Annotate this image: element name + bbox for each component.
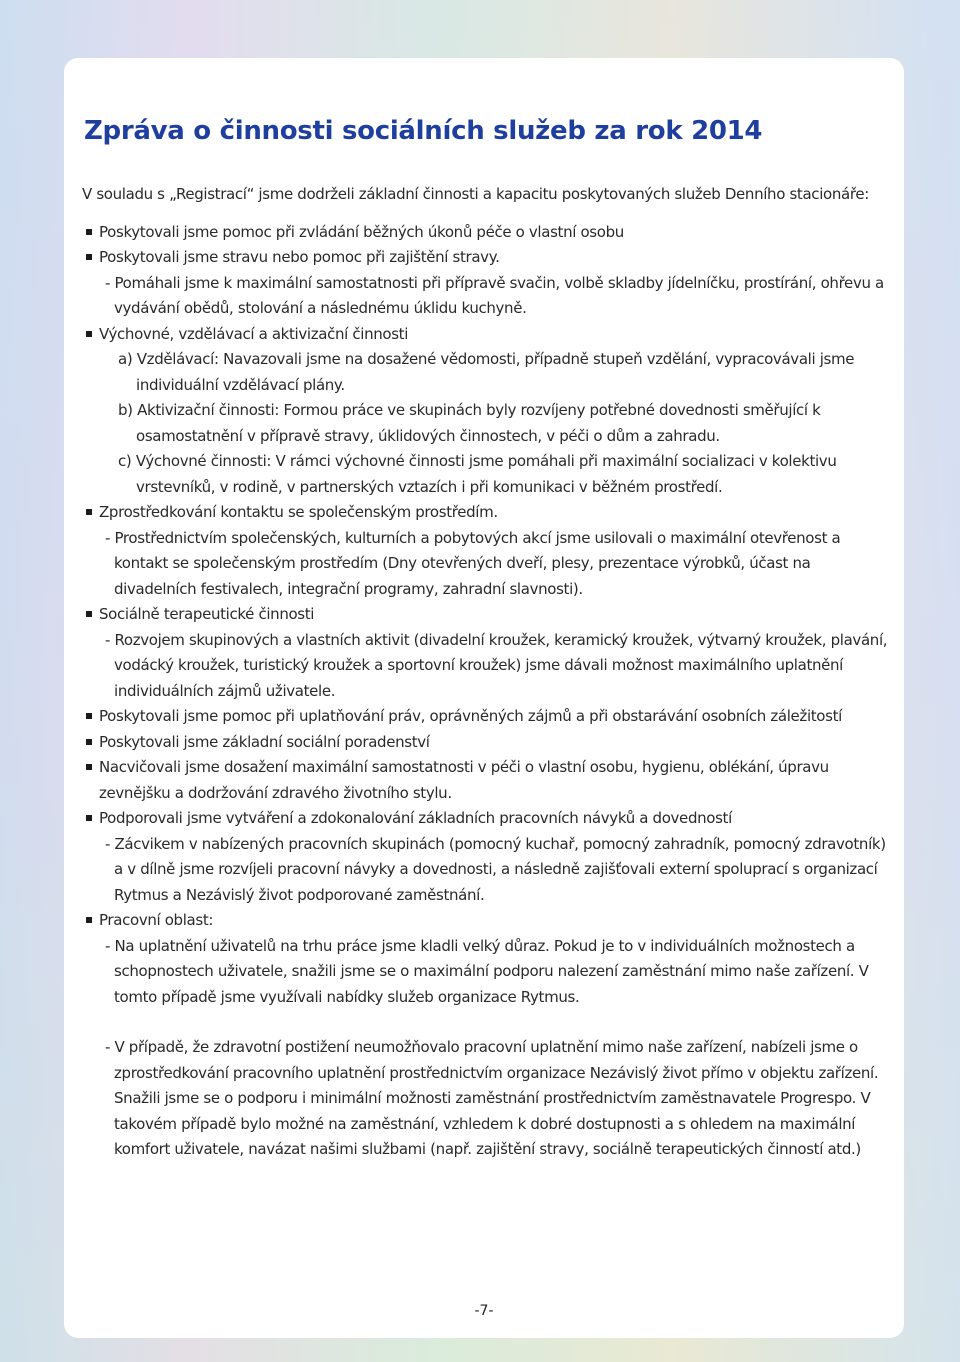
intro-paragraph: V souladu s „Registrací“ jsme dodrželi základní činnosti a kapacitu poskytovaných služeb Denního stacionáře: bbox=[82, 185, 869, 203]
list-item: Sociálně terapeutické činnosti bbox=[82, 602, 894, 628]
list-item: Poskytovali jsme stravu nebo pomoc při zajištění stravy. bbox=[82, 245, 894, 271]
list-item: Výchovné, vzdělávací a aktivizační činnosti bbox=[82, 322, 894, 348]
list-item: Pracovní oblast: bbox=[82, 908, 894, 934]
page-title: Zpráva o činnosti sociálních služeb za rok 2014 bbox=[84, 116, 763, 146]
list-item-detail: - Rozvojem skupinových a vlastních aktivit (divadelní kroužek, keramický kroužek, výtvarný kroužek, plavání, vodácký kroužek, turistický kroužek a sportovní kroužek) jsme dávali možnost maximálního uplatnění individuálních zájmů uživatele. bbox=[105, 630, 888, 700]
paragraph-spacer bbox=[82, 1010, 894, 1035]
list-subitem: a) Vzdělávací: Navazovali jsme na dosažené vědomosti, případně stupeň vzdělání, vypracovávali jsme individuální vzdělávací plány. bbox=[118, 350, 855, 394]
list-item-detail: - Zácvikem v nabízených pracovních skupinách (pomocný kuchař, pomocný zahradník, pomocný zdravotník) a v dílně jsme rozvíjeli pracovní návyky a dovednosti, a následně zajišťovali externí spoluprací s organizací Rytmus a Nezávislý život podporované zaměstnání. bbox=[105, 834, 886, 904]
list-item: Poskytovali jsme pomoc při zvládání běžných úkonů péče o vlastní osobu bbox=[82, 220, 894, 246]
page-number: -7- bbox=[474, 1303, 494, 1319]
list-item-detail: - Na uplatnění uživatelů na trhu práce jsme kladli velký důraz. Pokud je to v individuálních možnostech a schopnostech uživatele, snažili jsme se o maximální podporu nalezení zaměstnání mimo naše zařízení. V tomto případě jsme využívali nabídky služeb organizace Rytmus. bbox=[105, 936, 869, 1006]
list-item: Nacvičovali jsme dosažení maximální samostatnosti v péči o vlastní osobu, hygienu, oblékání, úpravu zevnějšku a dodržování zdravého životního stylu. bbox=[82, 755, 894, 806]
list-item-detail: - Pomáhali jsme k maximální samostatnosti při přípravě svačin, volbě skladby jídelníčku, prostírání, ohřevu a vydávání obědů, stolování a následnému úklidu kuchyně. bbox=[105, 273, 884, 317]
list-subitem: c) Výchovné činnosti: V rámci výchovné činnosti jsme pomáhali při maximální socializaci v kolektivu vrstevníků, v rodině, v partnerských vztazích i při komunikaci v běžném prostředí. bbox=[118, 452, 837, 496]
list-item: Poskytovali jsme pomoc při uplatňování práv, oprávněných zájmů a při obstarávání osobních záležitostí bbox=[82, 704, 894, 730]
report-body bbox=[82, 182, 894, 1163]
list-item-detail: - V případě, že zdravotní postižení neumožňovalo pracovní uplatnění mimo naše zařízení, nabízeli jsme o zprostředkování pracovního uplatnění prostřednictvím organizace Nezávislý život přímo v objektu zařízení. Snažili jsme se o podporu i minimální možnosti zaměstnání prostřednictvím zaměstnavatele Progrespo. V takovém případě bylo možné na zaměstnání, vzhledem k dobré dostupnosti a s ohledem na maximální komfort uživatele, navázat našimi službami (např. zajištění stravy, sociálně terapeutických činností atd.) bbox=[105, 1038, 879, 1158]
document-page bbox=[64, 58, 904, 1338]
list-item: Zprostředkování kontaktu se společenským prostředím. bbox=[82, 500, 894, 526]
list-subitem: b) Aktivizační činnosti: Formou práce ve skupinách byly rozvíjeny potřebné dovednosti směřující k osamostatnění v přípravě stravy, úklidových činnostech, v péči o dům a zahradu. bbox=[118, 401, 821, 445]
list-item: Podporovali jsme vytváření a zdokonalování základních pracovních návyků a dovedností bbox=[82, 806, 894, 832]
list-item-detail: - Prostřednictvím společenských, kulturních a pobytových akcí jsme usilovali o maximální otevřenost a kontakt se společenským prostředím (Dny otevřených dveří, plesy, prezentace výrobků, účast na divadelních festivalech, integrační programy, zahradní slavnosti). bbox=[105, 528, 841, 598]
list-item: Poskytovali jsme základní sociální poradenství bbox=[82, 730, 894, 756]
